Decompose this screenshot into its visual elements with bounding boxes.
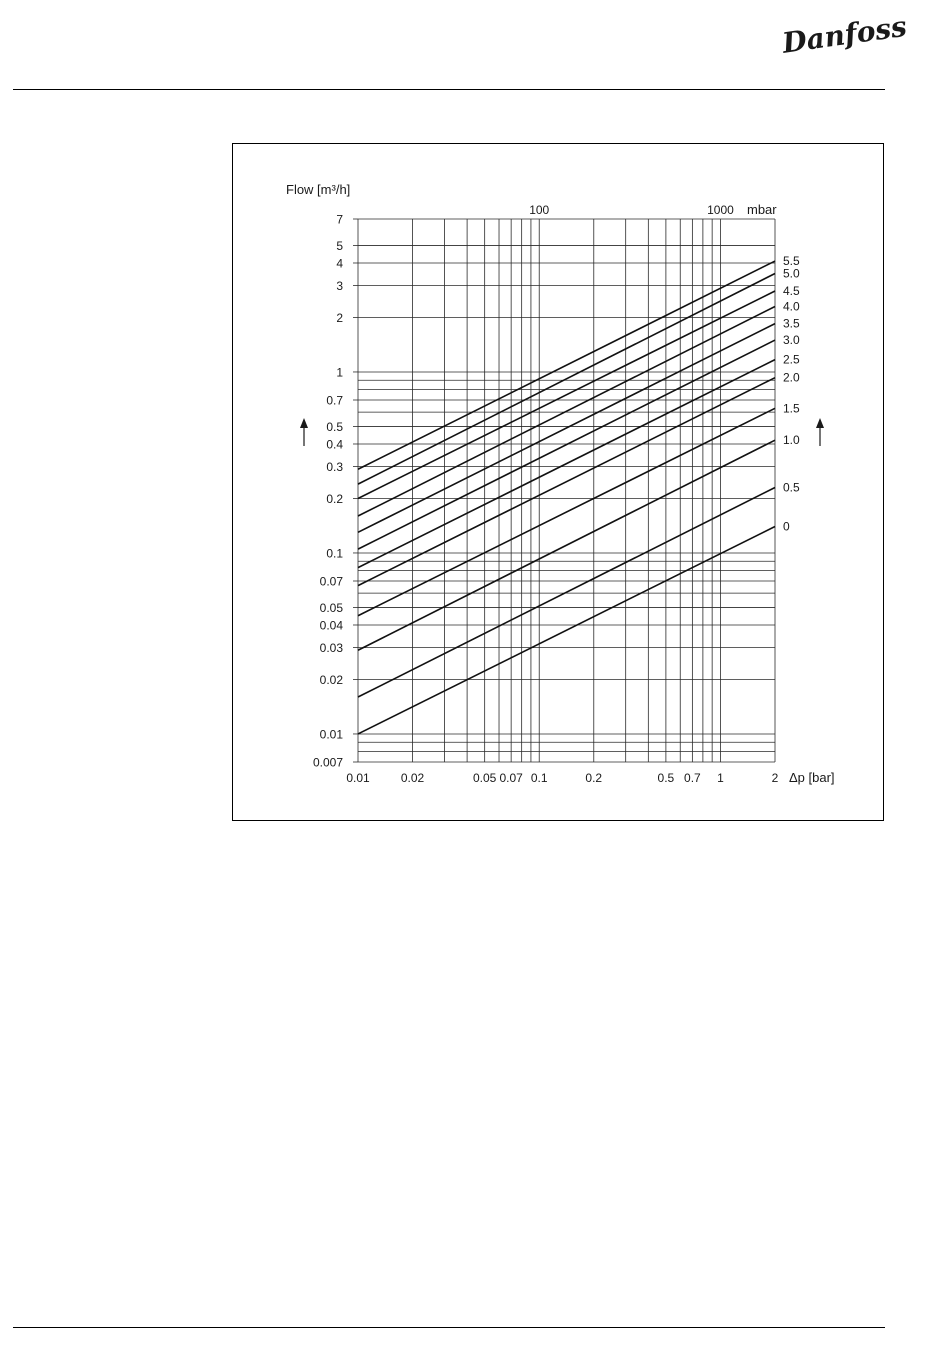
y-tick-label: 0.2 <box>326 491 343 506</box>
secondary-axis-unit: mbar <box>747 202 777 217</box>
series-label: 1.0 <box>783 433 800 448</box>
header-rule <box>13 89 885 90</box>
x-tick-label: 0.07 <box>499 771 523 785</box>
series-label: 5.0 <box>783 266 800 281</box>
y-tick-label: 0.07 <box>319 574 343 589</box>
left-arrow <box>300 418 308 446</box>
x-axis-label: Δp [bar] <box>789 770 835 785</box>
series-label: 3.5 <box>783 316 800 331</box>
x-tick-label: 1 <box>717 771 724 785</box>
secondary-x-tick-label: 1000 <box>707 203 734 217</box>
y-tick-label: 5 <box>336 238 343 253</box>
series-label: 0 <box>783 519 790 534</box>
series-label: 2.5 <box>783 352 800 367</box>
x-tick-label: 2 <box>771 771 779 785</box>
y-tick-label: 0.5 <box>326 419 343 434</box>
x-tick-label: 0.7 <box>684 771 701 785</box>
y-tick-label: 0.3 <box>326 460 343 475</box>
y-tick-label: 0.05 <box>319 600 343 615</box>
y-tick-label: 7 <box>336 212 343 227</box>
svg-text:Danfoss: Danfoss <box>780 9 909 60</box>
series-label: 0.5 <box>783 480 800 495</box>
series-label: 3.0 <box>783 333 800 348</box>
series-label: 2.0 <box>783 370 800 385</box>
y-tick-label: 0.01 <box>319 727 343 742</box>
x-tick-label: 0.2 <box>585 771 603 785</box>
series-label: 4.5 <box>783 284 800 299</box>
y-tick-label: 2 <box>336 310 343 325</box>
series-label: 1.5 <box>783 401 800 416</box>
y-tick-label: 3 <box>336 279 343 294</box>
x-tick-label: 0.5 <box>657 771 675 785</box>
danfoss-logo <box>776 9 909 60</box>
y-tick-label: 4 <box>336 256 343 271</box>
right-arrow <box>816 418 824 446</box>
y-tick-label: 0.007 <box>312 755 343 770</box>
y-tick-label: 0.04 <box>319 618 343 633</box>
flow-chart <box>233 144 883 820</box>
y-tick-label: 0.7 <box>326 393 343 408</box>
x-tick-label: 0.02 <box>400 771 425 785</box>
x-tick-label: 0.1 <box>530 771 548 785</box>
footer-rule <box>13 1327 885 1328</box>
x-tick-label: 0.05 <box>472 771 497 785</box>
y-tick-label: 0.02 <box>319 672 343 687</box>
y-tick-label: 0.03 <box>319 641 343 656</box>
series-label: 4.0 <box>783 299 800 314</box>
y-axis-label: Flow [m³/h] <box>286 182 351 197</box>
grid <box>353 219 775 762</box>
chart-frame <box>232 143 884 821</box>
y-tick-label: 1 <box>336 365 343 380</box>
x-tick-label: 0.01 <box>346 771 370 785</box>
y-tick-label: 0.4 <box>326 437 343 452</box>
y-tick-label: 0.1 <box>326 546 343 561</box>
series-label: 5.5 <box>783 254 800 269</box>
secondary-x-tick-label: 100 <box>529 203 550 217</box>
